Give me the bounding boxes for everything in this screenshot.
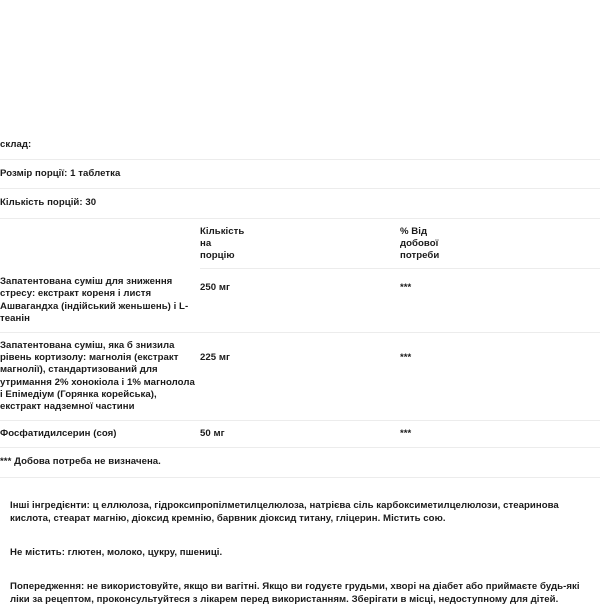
ingredient-amount: 50 мг [200, 421, 400, 448]
ingredient-name: Фосфатидилсерин (соя) [0, 421, 200, 448]
servings-per-container-text: Кількість порцій: 30 [0, 189, 600, 218]
ingredient-daily-value: *** [400, 333, 600, 421]
ingredient-name: Запатентована суміш, яка б знизила рівень кортизолу: магнолія (екстракт магнолії), стандартизований для утримання 2% хонокіола і 1% магнолола і Епімедіум (Горянка корейська), екстракт надземної частини [0, 333, 200, 421]
ingredient-amount: 225 мг [200, 333, 400, 421]
serving-size-text: Розмір порції: 1 таблетка [0, 160, 600, 189]
daily-value-header-line-1: % Від [399, 225, 428, 237]
table-row [0, 421, 600, 448]
column-header-spacer [0, 218, 200, 269]
amount-header-line-3: порцію [199, 250, 235, 262]
top-spacer [0, 0, 600, 131]
other-ingredients-text: Інші інгредієнти: ц еллюлоза, гідроксипропілметилцелюлоза, натрієва сіль карбоксиметилцелюлози, стеаринова кислота, стеарат магнію, діоксид кремнію, барвник діоксид титану, гліцерин. Містить сою. [10, 499, 559, 525]
table-row [0, 333, 600, 421]
ingredient-amount: 250 мг [200, 269, 400, 333]
supplement-facts-heading: склад: [0, 131, 600, 160]
amount-header-line-2: на [199, 237, 212, 249]
allergen-free-text: Не містить: глютен, молоко, цукру, пшениці. [10, 547, 223, 559]
supplement-facts-table [0, 131, 600, 478]
table-row-servings-per-container [0, 189, 600, 218]
notes-section [0, 499, 600, 607]
ingredient-daily-value: *** [400, 269, 600, 333]
table-row [0, 269, 600, 333]
amount-header-line-1: Кількість [199, 225, 245, 237]
table-row-footnote [0, 448, 600, 477]
table-row-heading [0, 131, 600, 160]
table-row-column-headers [0, 218, 600, 269]
daily-value-header-line-2: добової [399, 237, 439, 249]
column-header-amount-per-serving [200, 218, 400, 269]
daily-value-header-line-3: потреби [399, 250, 440, 262]
daily-value-footnote: *** Добова потреба не визначена. [0, 448, 600, 477]
ingredient-name: Запатентована суміш для зниження стресу: екстракт кореня і листя Ашвагандха (індійський женьшень) і L-теанін [0, 269, 200, 333]
table-row-serving-size [0, 160, 600, 189]
column-header-daily-value [400, 218, 600, 269]
warning-text: Попередження: не використовуйте, якщо ви вагітні. Якщо ви годуєте грудьми, хворі на діабет або приймаєте будь-які ліки за рецептом, проконсультуйтеся з лікарем перед використанням. Зберігати в місці, недоступному для дітей. [10, 580, 580, 606]
ingredient-daily-value: *** [400, 421, 600, 448]
